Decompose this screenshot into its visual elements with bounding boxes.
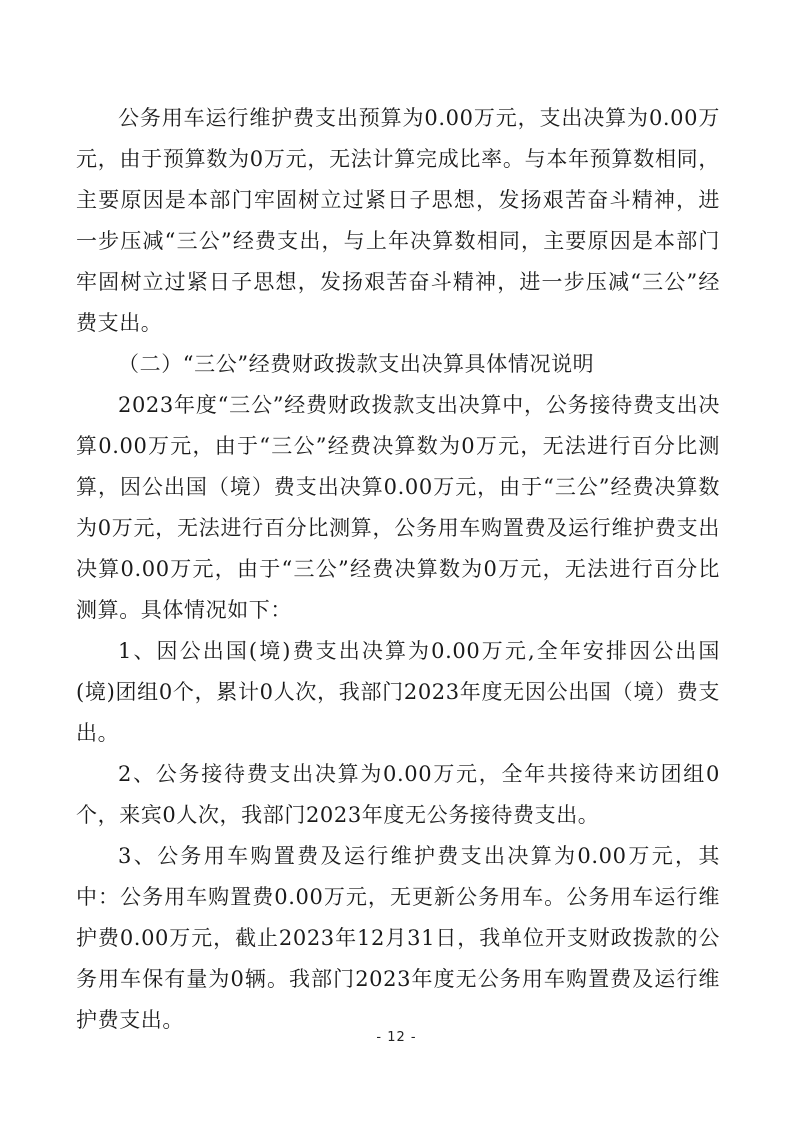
document-body — [76, 98, 720, 1041]
paragraph-vehicle-purchase: 3、公务用车购置费及运行维护费支出决算为0.00万元，其中：公务用车购置费0.00万元，无更新公务用车。公务用车运行维护费0.00万元，截止2023年12月31日，我单位开支财政拨款的公务用车保有量为0辆。我部门2023年度无公务用车购置费及运行维护费支出。 — [76, 844, 720, 1032]
paragraph-vehicle-maintenance: 公务用车运行维护费支出预算为0.00万元，支出决算为0.00万元，由于预算数为0万元，无法计算完成比率。与本年预算数相同，主要原因是本部门牢固树立过紧日子思想，发扬艰苦奋斗精神，进一步压减“三公”经费支出，与上年决算数相同，主要原因是本部门牢固树立过紧日子思想，发扬艰苦奋斗精神，进一步压减“三公”经费支出。 — [76, 106, 720, 335]
paragraph-three-public-summary: 2023年度“三公”经费财政拨款支出决算中，公务接待费支出决算0.00万元，由于“三公”经费决算数为0万元，无法进行百分比测算，因公出国（境）费支出决算0.00万元，由于“三公”经费决算数为0万元，无法进行百分比测算，公务用车购置费及运行维护费支出决算0.00万元，由于“三公”经费决算数为0万元，无法进行百分比测算。具体情况如下： — [76, 393, 720, 622]
paragraph-reception: 2、公务接待费支出决算为0.00万元，全年共接待来访团组0个，来宾0人次，我部门2023年度无公务接待费支出。 — [76, 762, 720, 827]
paragraph-overseas-travel: 1、因公出国(境)费支出决算为0.00万元,全年安排因公出国(境)团组0个，累计0人次，我部门2023年度无因公出国（境）费支出。 — [76, 639, 720, 745]
section-heading-three-public: （二）“三公”经费财政拨款支出决算具体情况说明 — [118, 352, 595, 376]
page-number: - 12 - — [376, 1030, 417, 1045]
